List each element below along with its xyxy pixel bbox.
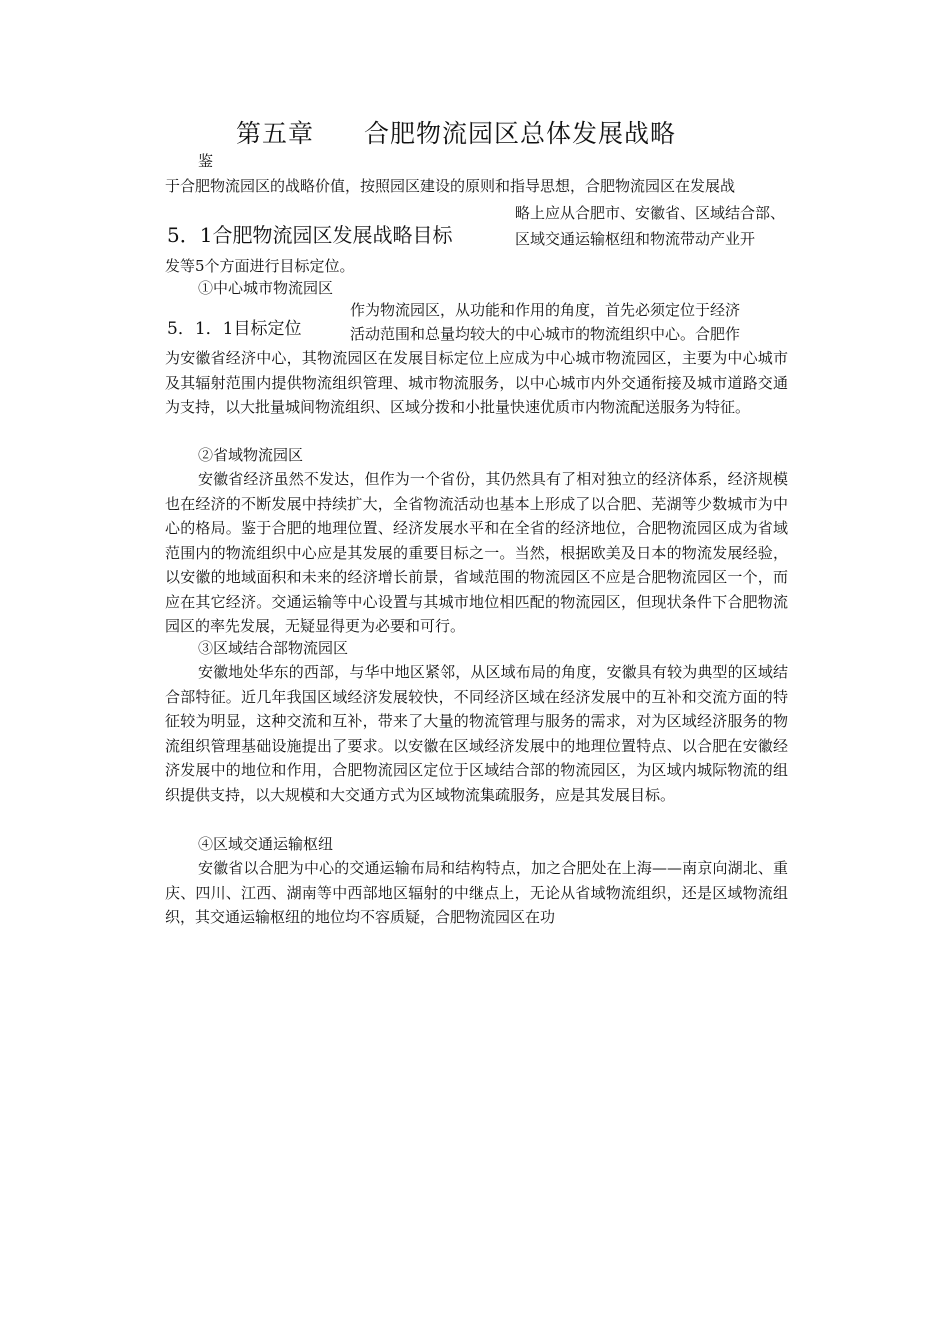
item-2-body: 安徽省经济虽然不发达，但作为一个省份，其仍然具有了相对独立的经济体系，经济规模也在经济的不断发展中持续扩大，全省物流活动也基本上形成了以合肥、芜湖等少数城市为中心的格局。鉴于合肥的地理位置、经济发展水平和在全省的经济地位，合肥物流园区成为省域范围内的物流组织中心应是其发展的重要目标之一。当然，根据欧美及日本的物流发展经验，以安徽的地域面积和未来的经济增长前景，省域范围的物流园区不应是合肥物流园区一个，而应在其它经济。交通运输等中心设置与其城市地位相匹配的物流园区，但现状条件下合肥物流园区的率先发展，无疑显得更为必要和可行。 [165, 470, 788, 635]
chapter-number: 第五章 [236, 119, 315, 148]
item-1-wrap-line-2: 活动范围和总量均较大的中心城市的物流组织中心。合肥作 [350, 325, 741, 343]
item-1-wrap-line-1: 作为物流园区，从功能和作用的角度，首先必须定位于经济 [350, 301, 741, 319]
subsection-heading: 5．1．1目标定位 [167, 319, 302, 339]
item-1-label: ①中心城市物流园区 [198, 279, 334, 297]
chapter-title [236, 114, 676, 150]
item-1-body: 为安徽省经济中心，其物流园区在发展目标定位上应成为中心城市物流园区，主要为中心城市及其辐射范围内提供物流组织管理、城市物流服务，以中心城市内外交通衔接及城市道路交通为支持，以大批量城间物流组织、区域分拨和小批量快速优质市内物流配送服务为特征。 [165, 349, 788, 416]
item-3-body: 安徽地处华东的西部，与华中地区紧邻，从区域布局的角度，安徽具有较为典型的区域结合部特征。近几年我国区域经济发展较快，不同经济区域在经济发展中的互补和交流方面的特征较为明显，这种交流和互补，带来了大量的物流管理与服务的需求，对为区域经济服务的物流组织管理基础设施提出了要求。以安徽在区域经济发展中的地理位置特点、以合肥在安徽经济发展中的地位和作用，合肥物流园区定位于区域结合部的物流园区，为区域内城际物流的组织提供支持，以大规模和大交通方式为区域物流集疏服务，应是其发展目标。 [165, 663, 788, 804]
intro-line-2: 略上应从合肥市、安徽省、区域结合部、 [515, 204, 786, 222]
item-3-label: ③区域结合部物流园区 [198, 639, 349, 657]
chapter-name: 合肥物流园区总体发展战略 [364, 119, 677, 148]
intro-line-1: 于合肥物流园区的战略价值，按照园区建设的原则和指导思想，合肥物流园区在发展战 [165, 177, 736, 195]
intro-line-3: 区域交通运输枢纽和物流带动产业开 [515, 230, 756, 248]
section-heading: 5．1合肥物流园区发展战略目标 [167, 223, 453, 247]
item-2-label: ②省域物流园区 [198, 446, 304, 464]
intro-line-4: 发等5个方面进行目标定位。 [165, 257, 355, 275]
item-4-label: ④区域交通运输枢纽 [198, 835, 334, 853]
item-4-body: 安徽省以合肥为中心的交通运输布局和结构特点，加之合肥处在上海——南京向湖北、重庆、四川、江西、湖南等中西部地区辐射的中继点上，无论从省域物流组织，还是区域物流组织，其交通运输枢纽的地位均不容质疑，合肥物流园区在功 [165, 859, 788, 926]
intro-lead-char: 鉴 [198, 152, 214, 170]
